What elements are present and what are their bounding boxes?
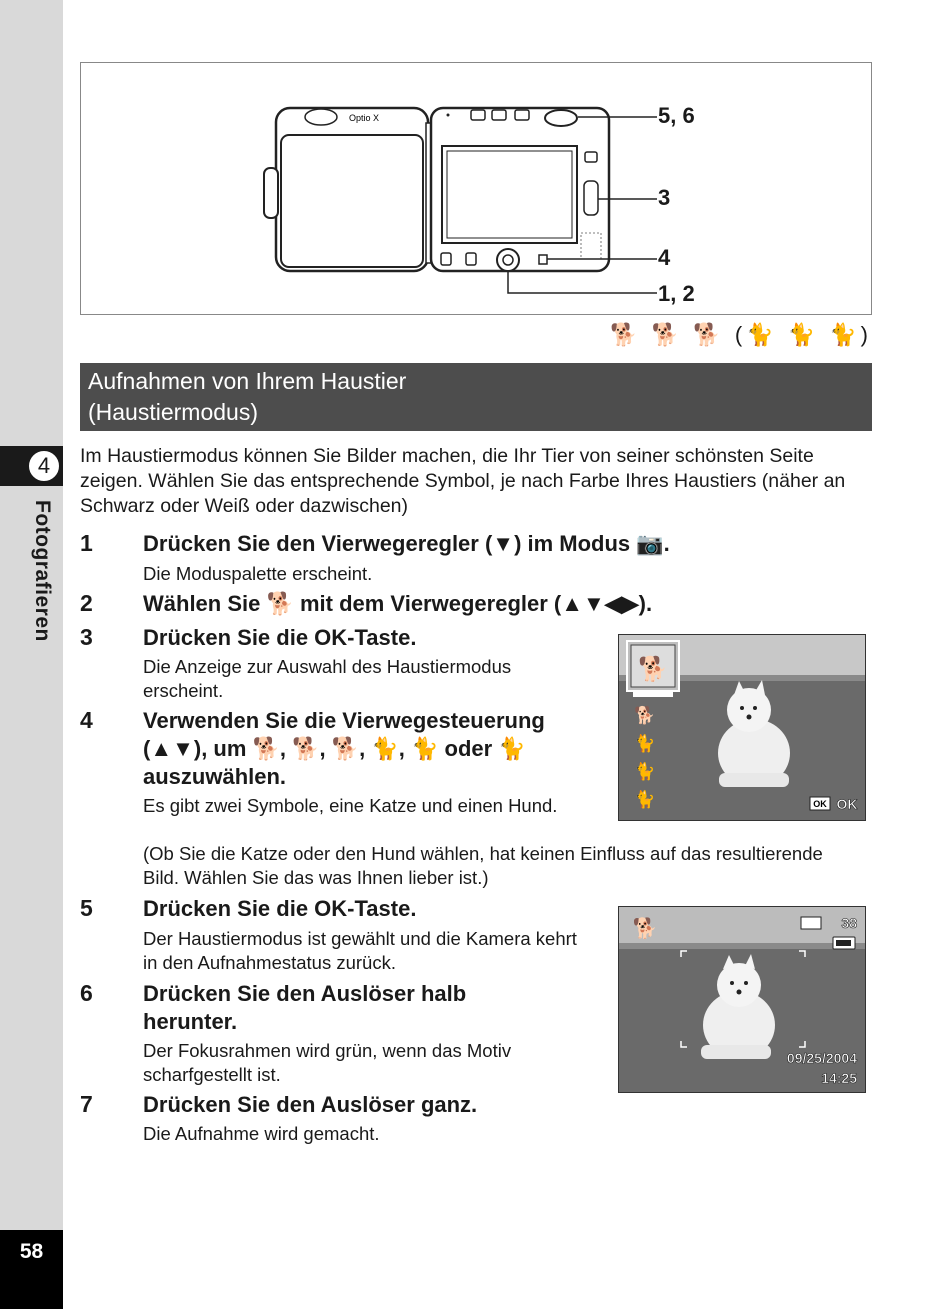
- ok-label: OK: [836, 796, 858, 812]
- step-3-desc: Die Anzeige zur Auswahl des Haustiermodus erscheint.: [143, 656, 512, 701]
- chapter-number: 4: [27, 449, 61, 483]
- pet-mode-selection-screen: [618, 634, 866, 821]
- brand-label: Optio X: [349, 113, 380, 123]
- cat-mid-icon: 🐈: [634, 762, 656, 781]
- selected-dog-icon: 🐕: [638, 656, 668, 683]
- pet-mode-icon: 🐕: [632, 918, 658, 940]
- step-4-desc: Es gibt zwei Symbole, eine Katze und einen Hund.: [143, 795, 558, 816]
- step-1-desc: Die Moduspalette erscheint.: [143, 563, 373, 584]
- step-5-title: Drücken Sie die OK-Taste.: [143, 896, 417, 921]
- step-1-number: 1: [80, 530, 93, 556]
- step-7-number: 7: [80, 1091, 93, 1117]
- date-stamp: 09/25/2004: [786, 1050, 857, 1066]
- step-2-number: 2: [80, 590, 93, 616]
- step-5-number: 5: [80, 895, 93, 921]
- step-4-note: (Ob Sie die Katze oder den Hund wählen, hat keinen Einfluss auf das resultierende Bild. Wählen Sie das was Ihnen lieber ist.): [143, 843, 823, 888]
- step-7-title: Drücken Sie den Auslöser ganz.: [143, 1092, 478, 1117]
- step-3-title: Drücken Sie die OK-Taste.: [143, 625, 417, 650]
- callout-1-2: 1, 2: [658, 281, 695, 306]
- step-6-desc: Der Fokusrahmen wird grün, wenn das Motiv scharfgestellt ist.: [143, 1040, 512, 1085]
- step-4-title: Verwenden Sie die Vierwegesteuerung (▲▼), um 🐕, 🐕, 🐕, 🐈, 🐈 oder 🐈 auszuwählen.: [143, 708, 545, 789]
- shots-remaining: 38: [841, 915, 857, 931]
- screen-2-photo: [619, 907, 866, 1093]
- chapter-title: Fotografieren: [31, 500, 54, 642]
- step-4-number: 4: [80, 707, 93, 733]
- step-6-title: Drücken Sie den Auslöser halb herunter.: [143, 981, 467, 1034]
- chapter-sidebar: [0, 0, 63, 1309]
- capture-status-screen: [618, 906, 866, 1093]
- cat-dark-icon: 🐈: [634, 790, 656, 809]
- camera-diagram: [80, 62, 872, 315]
- step-1-title: Drücken Sie den Vierwegeregler (▼) im Modus 📷.: [143, 531, 670, 556]
- heading-line-2: (Haustiermodus): [88, 399, 258, 425]
- svg-text:OK: OK: [813, 799, 827, 809]
- callout-3: 3: [658, 185, 671, 210]
- time-stamp: 14:25: [821, 1070, 857, 1086]
- page-number: 58: [19, 1240, 44, 1263]
- section-heading: [80, 363, 872, 431]
- dog-dark-icon: 🐕: [634, 706, 656, 725]
- intro-paragraph: Im Haustiermodus können Sie Bilder machen, die Ihr Tier von seiner schönsten Seite zeigen. Wählen Sie das entsprechende Symbol, je nach Farbe Ihres Haustiers (näher an Schwarz oder Weiß oder dazwischen): [80, 445, 846, 517]
- step-7-desc: Die Aufnahme wird gemacht.: [143, 1123, 380, 1144]
- step-2-title: Wählen Sie 🐕 mit dem Vierwegeregler (▲▼◀▶).: [143, 591, 653, 616]
- screen-1-photo: [619, 635, 866, 821]
- callout-5-6: 5, 6: [658, 103, 695, 128]
- step-6-number: 6: [80, 980, 93, 1006]
- cat-light-icon: 🐈: [634, 734, 656, 753]
- heading-line-1: Aufnahmen von Ihrem Haustier: [88, 368, 407, 394]
- pet-mode-icons: 🐕 🐕 🐕 (🐈 🐈 🐈): [610, 322, 872, 347]
- step-5-desc: Der Haustiermodus ist gewählt und die Kamera kehrt in den Aufnahmestatus zurück.: [143, 928, 577, 973]
- callout-4: 4: [658, 245, 671, 270]
- step-3-number: 3: [80, 624, 93, 650]
- camera-illustration: [81, 63, 873, 316]
